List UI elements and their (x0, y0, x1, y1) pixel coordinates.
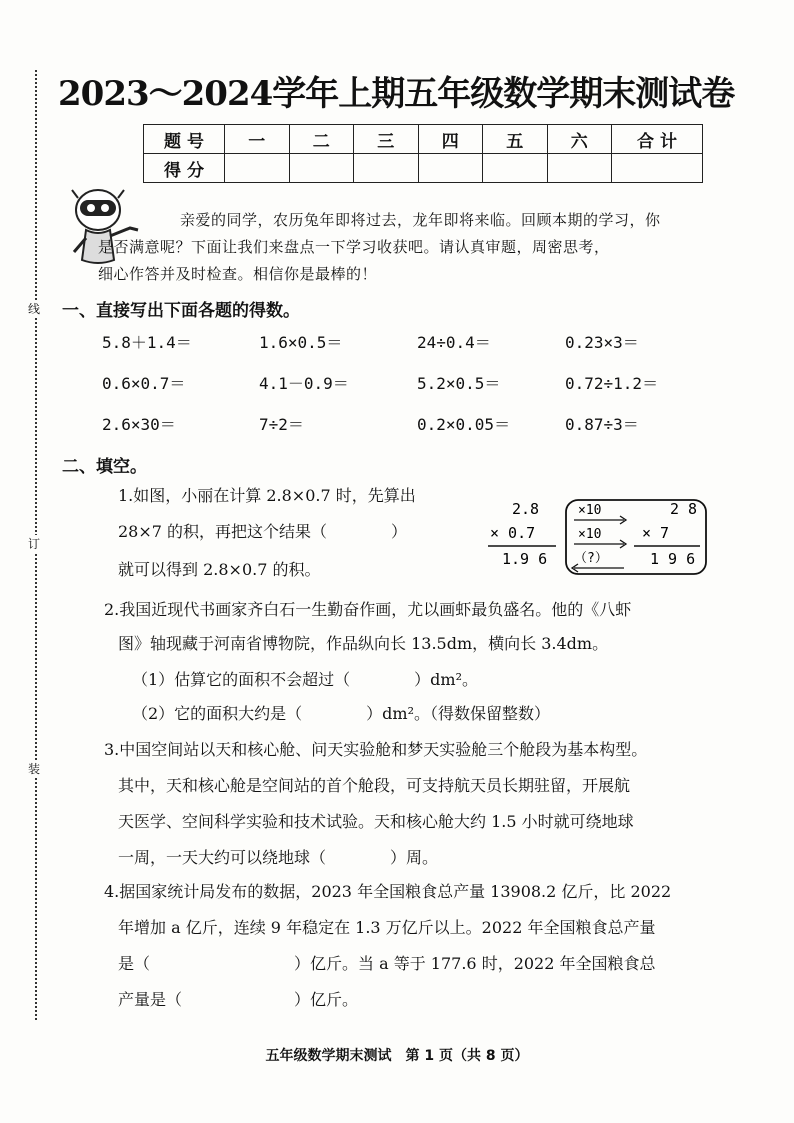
diagram-arrow2-label: ×10 (578, 527, 602, 542)
calc-item: 2.6×30＝ (102, 415, 176, 434)
mental-math-grid (102, 330, 742, 438)
margin-mark: 线 (28, 302, 41, 316)
q1-line: 28×7 的积，再把这个结果（ ） (118, 522, 408, 541)
calc-item: 0.2×0.05＝ (417, 415, 511, 434)
page-title: 2023～2024学年上期五年级数学期末测试卷 (58, 74, 735, 114)
intro-paragraph (98, 207, 748, 288)
score-cell[interactable] (225, 154, 290, 183)
score-table-score-row (144, 154, 703, 183)
q2-sub-question: （2）它的面积大约是（ ）dm²。（得数保留整数） (132, 704, 551, 723)
calc-item: 5.2×0.5＝ (417, 374, 501, 393)
page-footer: 五年级数学期末测试 第 1 页（共 8 页） (265, 1048, 529, 1064)
section1-heading: 一、直接写出下面各题的得数。 (62, 301, 300, 321)
score-cell[interactable] (418, 154, 483, 183)
score-table (143, 124, 703, 183)
q4-line: 年增加 a 亿斤，连续 9 年稳定在 1.3 万亿斤以上。2022 年全国粮食总产量 (118, 918, 656, 937)
diagram-b2: × 7 (642, 524, 670, 542)
score-col: 一 (225, 125, 290, 154)
calc-item: 0.72÷1.2＝ (565, 374, 659, 393)
q2-line: 图》轴现藏于河南省博物院，作品纵向长 13.5dm，横向长 3.4dm。 (118, 634, 609, 653)
score-table-header-row (144, 125, 703, 154)
diagram-arrow3-label: （?） (574, 551, 608, 566)
score-col: 四 (418, 125, 483, 154)
q1-line: 1.如图，小丽在计算 2.8×0.7 时，先算出 (118, 486, 416, 505)
diagram-a3: 1.9 6 (502, 550, 548, 568)
score-cell[interactable] (483, 154, 548, 183)
score-col: 二 (289, 125, 354, 154)
score-cell[interactable] (612, 154, 703, 183)
score-cell[interactable] (289, 154, 354, 183)
q2-sub-question: （1）估算它的面积不会超过（ ）dm²。 (132, 670, 479, 689)
score-col: 五 (483, 125, 548, 154)
score-row-label: 得 分 (144, 154, 225, 183)
margin-mark: 订 (28, 537, 41, 551)
q3-line: 一周，一天大约可以绕地球（ ）周。 (118, 848, 439, 867)
section2-heading: 二、填空。 (62, 457, 147, 477)
diagram-a2: × 0.7 (490, 524, 536, 542)
score-col: 三 (354, 125, 419, 154)
calc-item: 5.8＋1.4＝ (102, 333, 192, 352)
q1-line: 就可以得到 2.8×0.7 的积。 (118, 560, 321, 579)
intro-line: 细心作答并及时检查。相信你是最棒的！ (98, 265, 378, 283)
calc-item: 4.1－0.9＝ (259, 374, 349, 393)
calc-item: 0.6×0.7＝ (102, 374, 186, 393)
calc-item: 0.23×3＝ (565, 333, 639, 352)
margin-mark: 装 (28, 762, 41, 776)
q4-line: 产量是（ ）亿斤。 (118, 990, 359, 1009)
q3-line: 天医学、空间科学实验和技术试验。天和核心舱大约 1.5 小时就可绕地球 (118, 812, 634, 831)
score-cell[interactable] (354, 154, 419, 183)
calc-item: 24÷0.4＝ (417, 333, 491, 352)
score-row-label: 题 号 (144, 125, 225, 154)
calc-item: 1.6×0.5＝ (259, 333, 343, 352)
diagram-b3: 1 9 6 (650, 550, 696, 568)
diagram-arrow1-label: ×10 (578, 503, 602, 518)
q3-line: 其中，天和核心舱是空间站的首个舱段，可支持航天员长期驻留，开展航 (118, 776, 631, 795)
score-col: 六 (547, 125, 612, 154)
score-col: 合 计 (612, 125, 703, 154)
intro-line: 是否满意呢？下面让我们来盘点一下学习收获吧。请认真审题，周密思考， (98, 238, 610, 256)
calc-item: 7÷2＝ (259, 415, 304, 434)
calc-item: 0.87÷3＝ (565, 415, 639, 434)
score-cell[interactable] (547, 154, 612, 183)
diagram-a1: 2.8 (512, 500, 540, 518)
q3-line: 3.中国空间站以天和核心舱、问天实验舱和梦天实验舱三个舱段为基本构型。 (104, 740, 648, 759)
q2-line: 2.我国近现代书画家齐白石一生勤奋作画，尤以画虾最负盛名。他的《八虾 (104, 600, 632, 619)
diagram-b1: 2 8 (670, 500, 698, 518)
intro-line: 亲爱的同学，农历兔年即将过去，龙年即将来临。回顾本期的学习，你 (180, 211, 661, 229)
q4-line: 4.据国家统计局发布的数据，2023 年全国粮食总产量 13908.2 亿斤，比 2022 (104, 882, 672, 901)
q4-line: 是（ ）亿斤。当 a 等于 177.6 时，2022 年全国粮食总 (118, 954, 656, 973)
multiplication-diagram (474, 494, 714, 584)
